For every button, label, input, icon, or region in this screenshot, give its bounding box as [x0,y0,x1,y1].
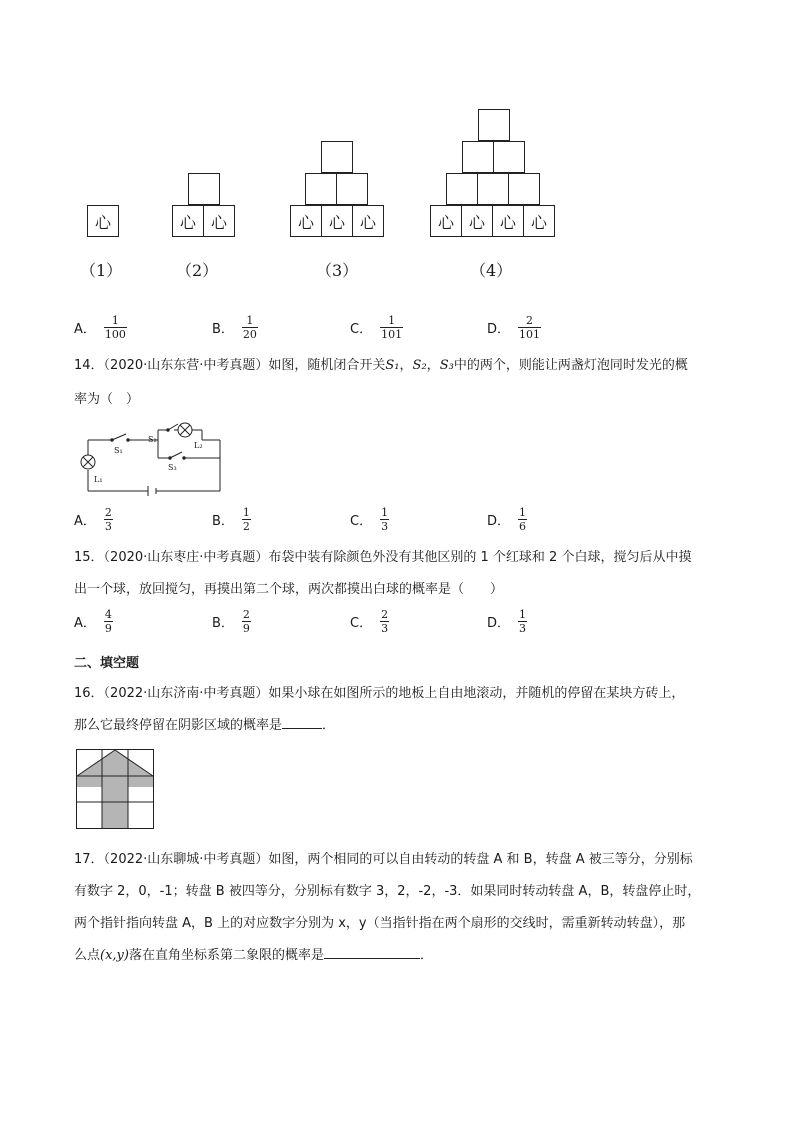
empty-cell [493,141,525,173]
option-c[interactable] [350,314,403,341]
option-label: B． [212,514,234,529]
empty-cell [321,141,353,173]
option-b[interactable] [212,608,251,635]
empty-cell [446,173,478,205]
fraction: $\frac{1}{101}$ [381,314,403,341]
fraction: $\frac{1}{100}$ [104,314,126,341]
q14-line2: 率为（ ） [74,392,140,407]
q17-line4: 么点 [74,948,101,963]
option-label: D． [487,514,511,529]
empty-cell [477,173,509,205]
option-label: A． [74,616,96,631]
question-15 [74,544,724,604]
option-d[interactable] [487,608,527,635]
empty-cell [336,173,368,205]
option-a[interactable] [74,506,113,533]
floor-tiles-figure [76,749,156,831]
heart-cell: 心 [290,205,322,237]
option-label: D． [487,616,511,631]
question-16 [74,680,724,740]
circuit-diagram [74,420,226,498]
figure-caption-2: （2） [176,261,219,280]
lamp-l1-icon [81,455,95,469]
label-s3: S₃ [168,463,177,472]
heart-cell: 心 [352,205,384,237]
q15-line1: 15．（2020·山东枣庄·中考真题）布袋中装有除颜色外没有其他区别的 1 个红球和 2 个白球，搅匀后从中摸 [74,550,692,565]
fraction: $\frac{2}{3}$ [381,608,389,635]
fraction: $\frac{1}{3}$ [519,608,527,635]
heart-cell: 心 [203,205,235,237]
heart-cell: 心 [321,205,353,237]
heart-cell: 心 [172,205,204,237]
option-label: C． [350,322,373,337]
q16-line2: 那么它最终停留在阴影区域的概率是 [74,718,283,733]
fraction: $\frac{2}{9}$ [242,608,250,635]
option-a[interactable] [74,314,127,341]
empty-cell [462,141,494,173]
fraction: $\frac{1}{6}$ [519,506,527,533]
option-d[interactable] [487,506,527,533]
option-label: A． [74,322,96,337]
figure-caption-4: （4） [470,261,513,280]
question-17 [74,846,724,970]
heart-cell: 心 [461,205,493,237]
switch-s1: S₁ [385,358,400,373]
option-label: D． [487,322,511,337]
q17-line3: 两个指针指向转盘 A，B 上的对应数字分别为 x，y（当指针指在两个扇形的交线时，需重新转动转盘），那 [74,916,686,931]
q16-end: ． [322,718,336,733]
q14-suffix: 中的两个，则能让两盏灯泡同时发光的概 [453,358,688,373]
fraction: $\frac{1}{3}$ [381,506,389,533]
q14-prefix: 14．（2020·山东东营·中考真题）如图，随机闭合开关 [74,358,386,373]
fraction: $\frac{2}{3}$ [104,506,112,533]
switch-s2: S₂ [412,358,427,373]
fraction: $\frac{1}{20}$ [242,314,257,341]
fraction: $\frac{4}{9}$ [104,608,112,635]
heart-cell: 心 [492,205,524,237]
q17-line2: 有数字 2，0，-1；转盘 B 被四等分，分别标有数字 3，2，-2，-3．如果同时转动转盘 A，B，转盘停止时， [74,884,701,899]
answer-blank[interactable] [282,728,322,729]
fraction: $\frac{2}{101}$ [519,314,541,341]
section-title: 二、填空题 [74,656,140,671]
empty-cell [188,173,220,205]
option-label: C． [350,616,373,631]
option-c[interactable] [350,506,389,533]
label-s1: S₁ [114,446,123,455]
option-c[interactable] [350,608,389,635]
option-label: B． [212,322,234,337]
option-b[interactable] [212,314,258,341]
figure-caption-3: （3） [316,261,359,280]
empty-cell [508,173,540,205]
q17-line1: 17．（2022·山东聊城·中考真题）如图，两个相同的可以自由转动的转盘 A 和 B，转盘 A 被三等分，分别标 [74,852,693,867]
point-xy: (x,y) [100,948,129,963]
heart-cell: 心 [87,205,119,237]
switch-s3: S₃ [439,358,454,373]
option-label: B． [212,616,234,631]
figure-caption-1: （1） [80,261,123,280]
label-l1: L₁ [94,475,103,484]
question-14: 14．（2020·山东东营·中考真题）如图，随机闭合开关S₁，S₂，S₃中的两个，则能让两盏灯泡同时发光的概 率为（ ） [74,352,724,414]
option-d[interactable] [487,314,541,341]
option-label: C． [350,514,373,529]
q16-line1: 16．（2022·山东济南·中考真题）如果小球在如图所示的地板上自由地滚动，并随机的停留在某块方砖上， [74,686,685,701]
empty-cell [478,109,510,141]
empty-cell [305,173,337,205]
option-b[interactable] [212,506,251,533]
option-label: A． [74,514,96,529]
heart-cell: 心 [430,205,462,237]
q15-line2: 出一个球，放回搅匀，再摸出第二个球，两次都摸出白球的概率是（ ） [74,582,504,597]
q17-line4-after: 落在直角坐标系第二象限的概率是 [128,948,324,963]
option-a[interactable] [74,608,113,635]
fraction: $\frac{1}{2}$ [242,506,250,533]
label-l2: L₂ [194,441,203,450]
heart-cell: 心 [523,205,555,237]
q17-end: ． [419,948,433,963]
lamp-l2-icon [178,423,192,437]
label-s2: S₂ [148,435,157,444]
answer-blank[interactable] [324,958,420,959]
